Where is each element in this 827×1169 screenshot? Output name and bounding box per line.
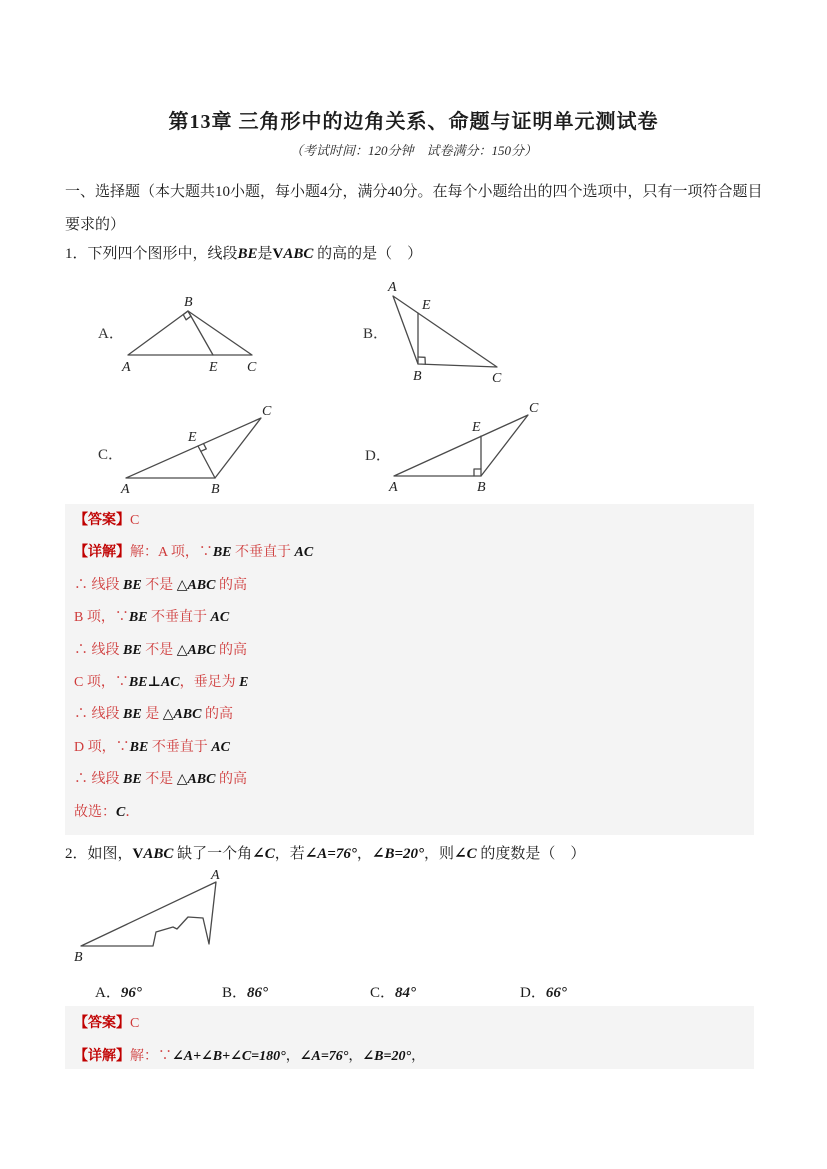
vertex-label: A	[389, 480, 398, 495]
answer-line	[74, 667, 754, 699]
vertex-label: A	[211, 868, 220, 883]
text-segment: ∴ 线段	[74, 707, 123, 723]
answer-line	[74, 537, 754, 569]
text-segment: B 项，∵	[74, 610, 129, 626]
vertex-label: E	[472, 420, 481, 435]
vertex-label: E	[188, 430, 197, 445]
text-segment: ，	[356, 846, 372, 862]
text-segment: AC	[294, 545, 314, 561]
q1-figure-c	[116, 403, 281, 498]
text-segment: ，	[285, 1049, 300, 1064]
text-segment: V	[272, 246, 284, 262]
vertex-label: B	[211, 482, 220, 497]
text-segment: 不是	[141, 642, 177, 658]
text-segment: ∴ 线段	[74, 577, 123, 593]
text-segment: V	[132, 846, 144, 862]
text-segment: 故选：	[74, 804, 116, 820]
text-segment: ∴ 线段	[74, 772, 123, 788]
text-segment: 不是	[141, 772, 177, 788]
text-segment: △ABC	[176, 642, 216, 658]
option-value: 84°	[395, 985, 417, 1001]
triangle-abc	[394, 415, 528, 476]
answer-line	[74, 602, 754, 634]
q1-figure-d	[386, 403, 551, 498]
q2-figure	[70, 868, 240, 968]
q2-answer-block	[65, 1006, 754, 1069]
q1-figure-b	[383, 278, 508, 386]
answer-line	[74, 797, 754, 829]
text-segment: △ABC	[162, 707, 202, 723]
text-segment: BE	[123, 707, 142, 723]
text-segment: ，则	[424, 846, 455, 862]
text-segment: △ABC	[176, 772, 216, 788]
triangle-abc	[126, 418, 261, 478]
text-segment: 解：∵	[130, 1049, 172, 1064]
text-segment: ABC	[283, 246, 314, 262]
text-segment: ，	[411, 1049, 426, 1064]
text-segment: BE	[123, 577, 142, 593]
text-segment: 1．下列四个图形中，线段	[65, 246, 238, 262]
text-segment: ABC	[143, 846, 174, 862]
vertex-label: A	[122, 360, 131, 375]
vertex-label: C	[529, 401, 539, 416]
option-letter: A．	[95, 985, 121, 1001]
text-segment: 的高	[201, 707, 233, 723]
vertex-label: C	[262, 404, 272, 419]
q1-option-d-label: D．	[365, 448, 391, 464]
text-segment: ，若	[274, 846, 305, 862]
text-segment: 【详解】	[74, 1049, 130, 1064]
right-angle-mark	[474, 469, 481, 476]
text-segment: ∴ 线段	[74, 642, 123, 658]
answer-line	[74, 1040, 754, 1073]
text-segment: ∠B=20°	[371, 846, 424, 862]
text-segment: ，垂足为	[179, 675, 240, 691]
vertex-label: C	[492, 371, 502, 386]
text-segment: C	[116, 804, 126, 820]
text-segment: 不垂直于	[231, 545, 295, 561]
text-segment: 的度数是（ ）	[476, 846, 586, 862]
vertex-label: E	[209, 360, 218, 375]
text-segment: 的高	[215, 642, 247, 658]
option-value: 96°	[120, 985, 142, 1001]
text-segment: 的高的是（ ）	[313, 246, 423, 262]
option-letter: D．	[520, 985, 546, 1001]
option-value: 86°	[247, 985, 269, 1001]
q2-option-b	[222, 981, 268, 1002]
text-segment: C	[130, 513, 140, 528]
vertex-label: B	[74, 950, 83, 965]
q1-figure-a	[118, 293, 268, 378]
text-segment: BE	[129, 739, 149, 755]
vertex-label: B	[413, 369, 422, 384]
q1-answer-block	[65, 504, 754, 835]
vertex-label: B	[184, 295, 193, 310]
answer-line	[74, 699, 754, 731]
answer-line	[74, 505, 754, 537]
text-segment: 缺了一个角	[173, 846, 253, 862]
text-segment: BE	[123, 642, 142, 658]
answer-line	[74, 570, 754, 602]
text-segment: ．	[125, 804, 140, 820]
q2-option-c	[370, 981, 416, 1002]
text-segment: 不垂直于	[147, 610, 211, 626]
text-segment: C	[130, 1016, 140, 1031]
section-heading: 一、选择题（本大题共10小题，每小题4分，满分40分。在每个小题给出的四个选项中，只有一项符合题目要求的）	[65, 184, 763, 233]
q1-option-b-label: B．	[363, 326, 389, 342]
text-segment: BE	[128, 610, 148, 626]
text-segment: 不垂直于	[148, 739, 212, 755]
text-segment: D 项，∵	[74, 739, 130, 755]
text-segment: BE⊥AC	[128, 675, 180, 691]
vertex-label: C	[247, 360, 257, 375]
text-segment: BE	[212, 545, 232, 561]
text-segment: 是	[257, 246, 273, 262]
text-segment: 【答案】	[74, 1016, 130, 1031]
vertex-label: A	[121, 482, 130, 497]
text-segment: E	[239, 675, 249, 691]
text-segment: ∠A=76°	[299, 1049, 349, 1064]
text-segment: △ABC	[176, 577, 216, 593]
option-letter: B．	[222, 985, 248, 1001]
question-1-stem	[65, 243, 422, 265]
text-segment: 2．如图，	[65, 846, 133, 862]
q2-option-d	[520, 981, 567, 1002]
text-segment: 【答案】	[74, 513, 130, 528]
text-segment: 不是	[141, 577, 177, 593]
text-segment: BE	[237, 246, 258, 262]
text-segment: ∠A+∠B+∠C=180°	[172, 1049, 286, 1064]
text-segment: AC	[211, 739, 230, 755]
exam-info-subtitle: （考试时间：120分钟 试卷满分：150分）	[289, 143, 537, 158]
answer-line	[74, 635, 754, 667]
text-segment: ∠B=20°	[362, 1049, 412, 1064]
text-segment: ∠C	[252, 846, 275, 862]
right-angle-mark	[418, 357, 425, 364]
triangle-abc	[393, 296, 497, 367]
question-2-stem	[65, 843, 585, 865]
text-segment: AC	[210, 610, 230, 626]
vertex-label: E	[422, 298, 431, 313]
q1-option-a-label: A．	[98, 326, 124, 342]
vertex-label: B	[477, 480, 486, 495]
option-value: 66°	[545, 985, 567, 1001]
segment-be	[188, 311, 213, 355]
q2-option-a	[95, 981, 142, 1002]
text-segment: ，	[348, 1049, 363, 1064]
text-segment: C 项，∵	[74, 675, 129, 691]
text-segment: ∠A=76°	[304, 846, 357, 862]
torn-triangle-outline	[81, 882, 216, 946]
answer-line	[74, 764, 754, 796]
text-segment: ∠C	[454, 846, 477, 862]
text-segment: 解：A 项，∵	[130, 545, 213, 561]
q1-option-c-label: C．	[98, 447, 124, 463]
answer-line	[74, 1007, 754, 1040]
text-segment: 的高	[215, 577, 247, 593]
text-segment: 的高	[215, 772, 247, 788]
text-segment: 【详解】	[74, 545, 130, 561]
text-segment: BE	[123, 772, 142, 788]
text-segment: 是	[141, 707, 163, 723]
page-title: 第13章 三角形中的边角关系、命题与证明单元测试卷	[168, 111, 659, 133]
vertex-label: A	[388, 280, 397, 295]
answer-line	[74, 732, 754, 764]
option-letter: C．	[370, 985, 396, 1001]
